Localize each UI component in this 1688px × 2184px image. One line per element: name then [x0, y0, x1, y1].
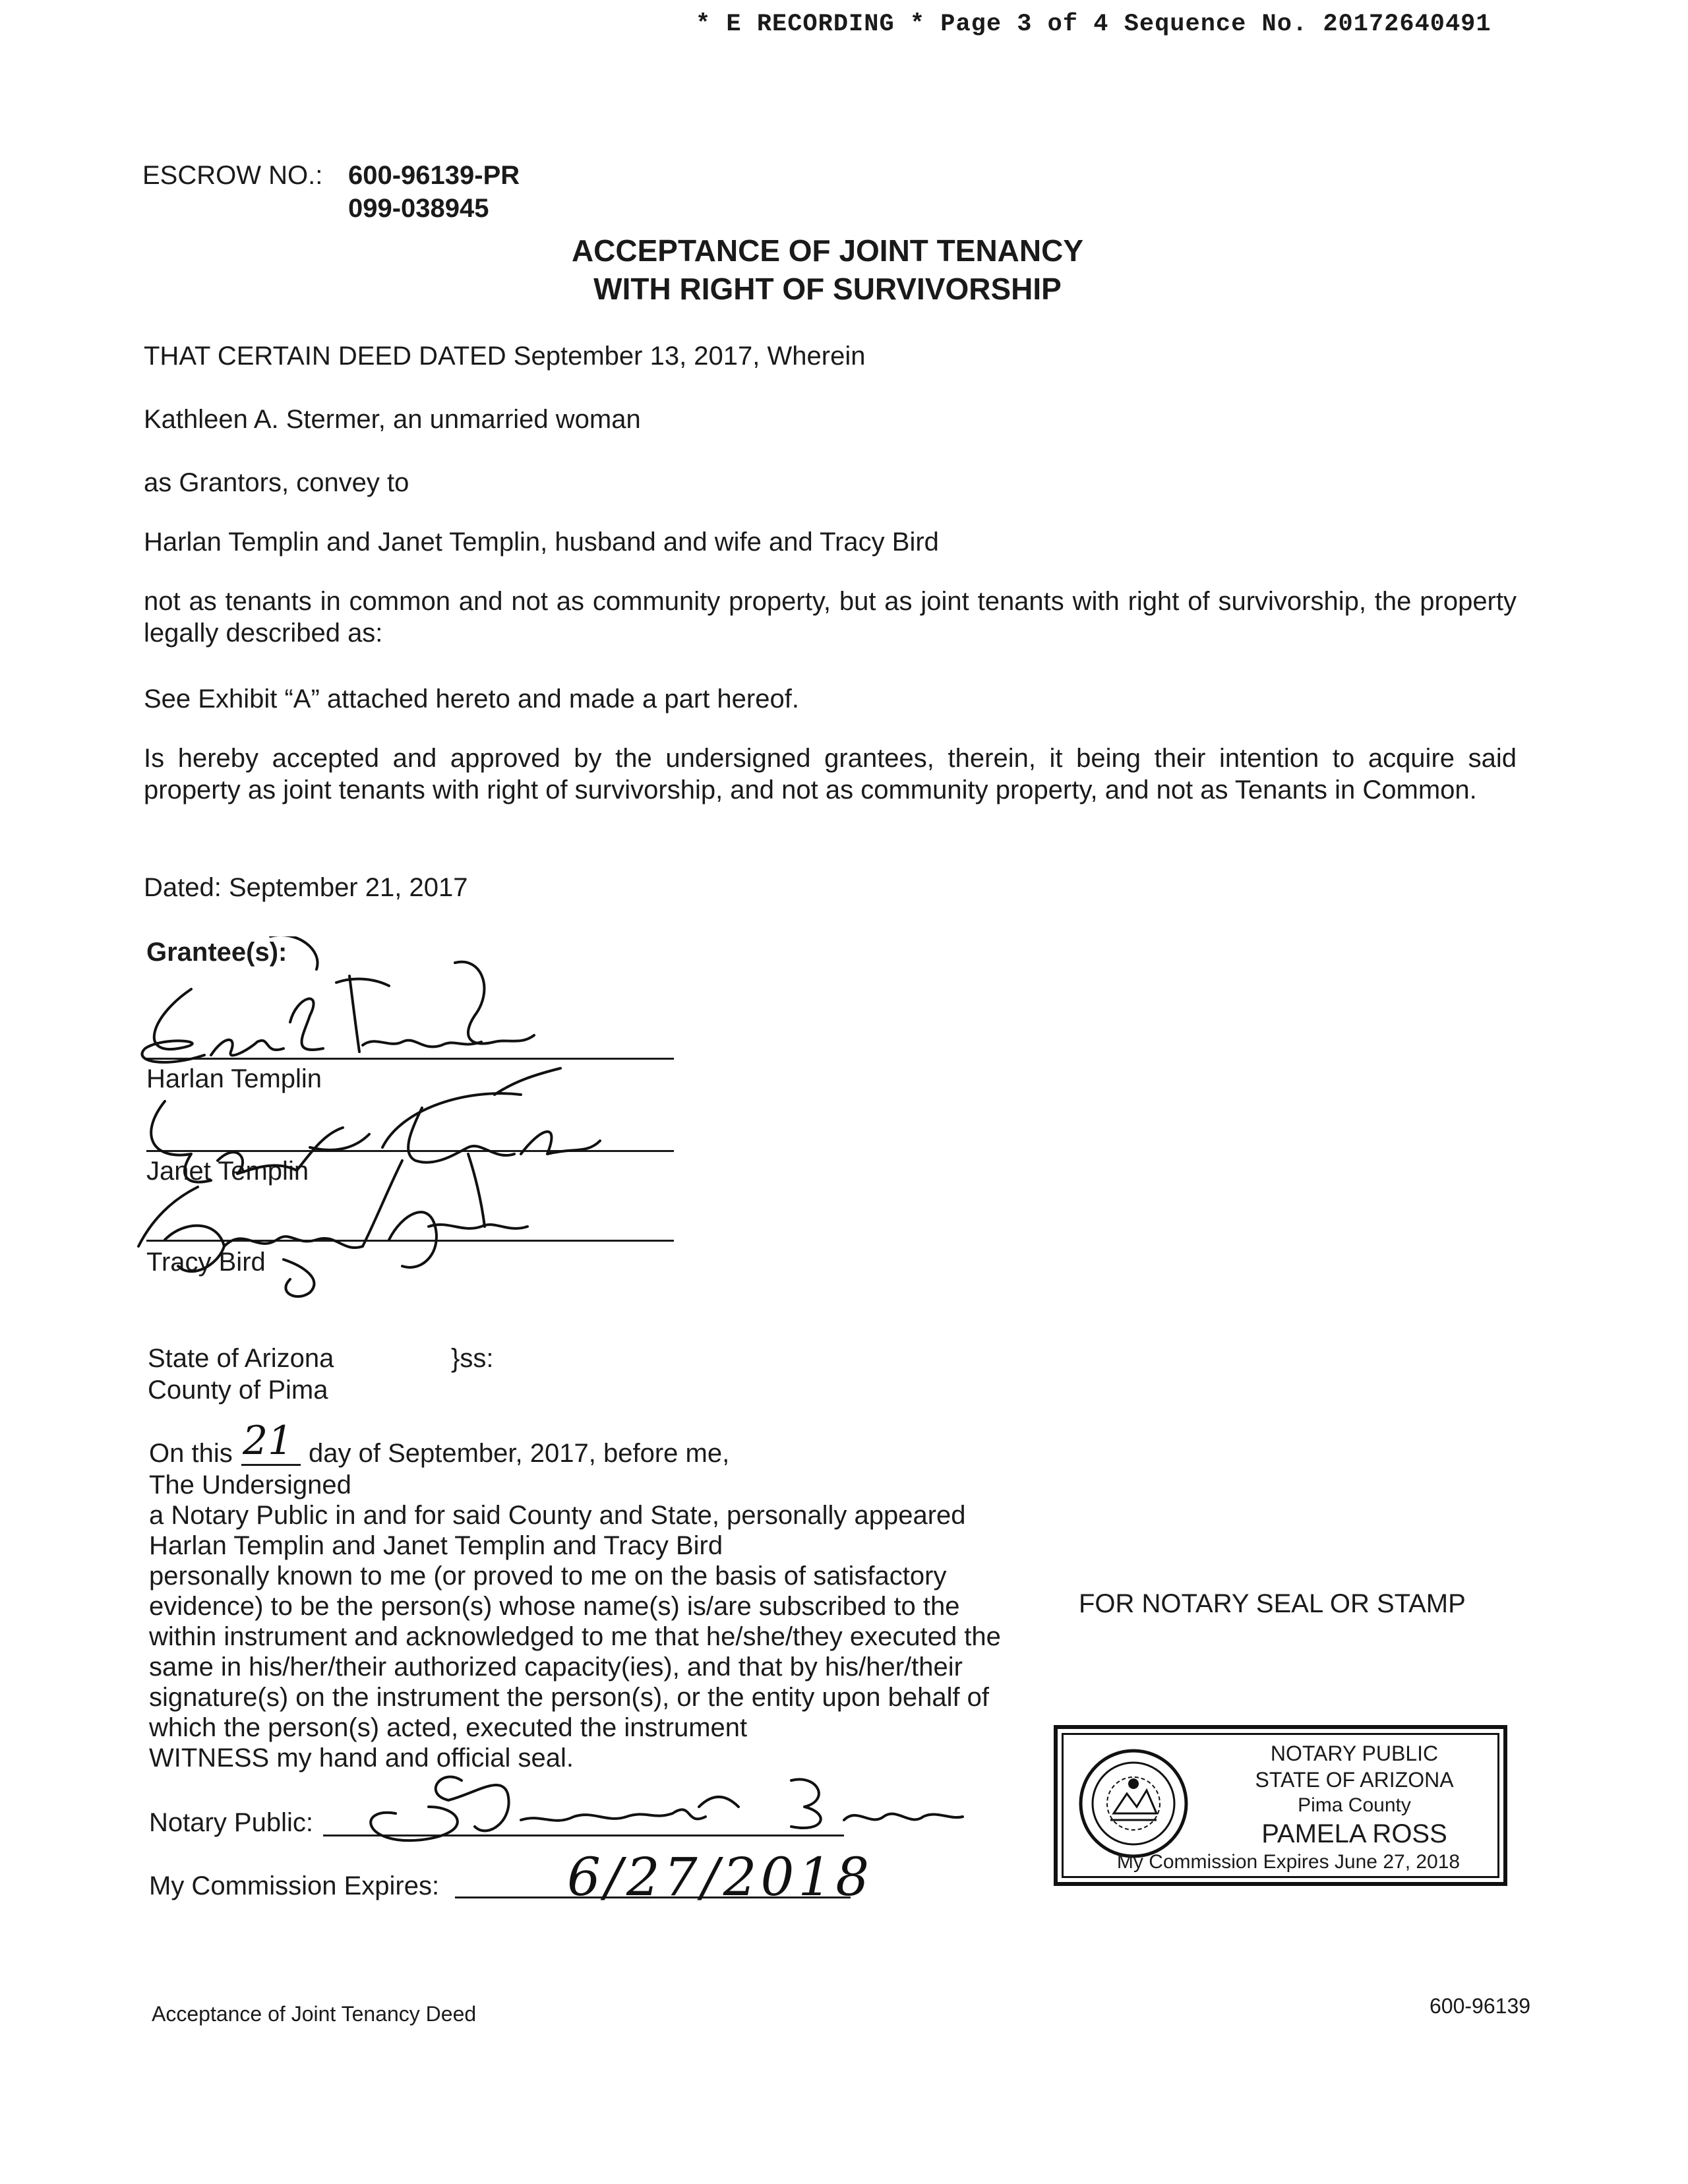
ack-line-3: Harlan Templin and Janet Templin and Tracy Bird	[149, 1531, 723, 1560]
footer-left: Acceptance of Joint Tenancy Deed	[152, 2002, 477, 2026]
ack-line-10: WITNESS my hand and official seal.	[149, 1744, 574, 1773]
day-rest: day of September, 2017, before me,	[309, 1439, 730, 1468]
dated-line: Dated: September 21, 2017	[144, 873, 468, 902]
document-subtitle: WITH RIGHT OF SURVIVORSHIP	[593, 272, 1062, 306]
ack-line-6: within instrument and acknowledged to me that he/she/they executed the	[149, 1622, 1001, 1651]
stamp-line-2: STATE OF ARIZONA	[1255, 1768, 1454, 1792]
tenancy-clause: not as tenants in common and not as community property, but as joint tenants with right of survivorship, the property legally described as:	[144, 587, 1517, 648]
stamp-line-3: Pima County	[1298, 1794, 1411, 1816]
commission-label: My Commission Expires:	[149, 1871, 440, 1900]
escrow-number: 600-96139-PR	[348, 161, 520, 190]
footer-right: 600-96139	[1430, 1994, 1531, 2018]
grantee-signatures-image	[125, 936, 653, 1345]
handwritten-commission-date: 6/27/2018	[567, 1846, 874, 1908]
state-seal-icon	[1077, 1747, 1190, 1860]
exhibit-line: See Exhibit “A” attached hereto and made a part hereof.	[144, 684, 799, 713]
grantees-line: Harlan Templin and Janet Templin, husband and wife and Tracy Bird	[144, 528, 939, 557]
grantor-line: Kathleen A. Stermer, an unmarried woman	[144, 405, 641, 434]
ack-line-1: The Undersigned	[149, 1471, 351, 1500]
ack-line-8: signature(s) on the instrument the person(s), or the entity upon behalf of	[149, 1683, 990, 1712]
day-blank-line	[241, 1464, 301, 1466]
deed-line: THAT CERTAIN DEED DATED September 13, 2017, Wherein	[144, 342, 866, 371]
ack-line-2: a Notary Public in and for said County and State, personally appeared	[149, 1501, 966, 1530]
ack-line-9: which the person(s) acted, executed the instrument	[149, 1713, 748, 1742]
ack-line-7: same in his/her/their authorized capacity(ies), and that by his/her/their	[149, 1653, 963, 1682]
stamp-line-1: NOTARY PUBLIC	[1270, 1742, 1439, 1765]
convey-line: as Grantors, convey to	[144, 468, 409, 497]
signature-line-3	[146, 1240, 674, 1242]
ack-line-5: evidence) to be the person(s) whose name(s) is/are subscribed to the	[149, 1592, 960, 1621]
grantees-heading: Grantee(s):	[146, 938, 287, 967]
county-line: County of Pima	[148, 1376, 328, 1405]
stamp-expires: My Commission Expires June 27, 2018	[1116, 1851, 1461, 1873]
notary-stamp	[1054, 1725, 1507, 1886]
state-line: State of Arizona	[148, 1344, 334, 1373]
signer-name-3: Tracy Bird	[146, 1248, 266, 1277]
ss-mark: }ss:	[451, 1344, 494, 1373]
notary-signature-line	[323, 1835, 844, 1836]
escrow-label: ESCROW NO.:	[142, 161, 323, 190]
on-this-label: On this	[149, 1439, 233, 1468]
signer-name-1: Harlan Templin	[146, 1064, 322, 1093]
ack-line-4: personally known to me (or proved to me on the basis of satisfactory	[149, 1562, 947, 1591]
document-title: ACCEPTANCE OF JOINT TENANCY	[571, 233, 1084, 268]
escrow-number-2: 099-038945	[348, 194, 489, 223]
handwritten-day: 21	[243, 1418, 293, 1464]
signature-line-2	[146, 1150, 674, 1152]
notary-public-label: Notary Public:	[149, 1808, 313, 1837]
acceptance-paragraph: Is hereby accepted and approved by the undersigned grantees, therein, it being their intention to acquire said property as joint tenants with right of survivorship, and not as community property, and not as Tenants in Common.	[144, 744, 1517, 804]
recording-header: * E RECORDING * Page 3 of 4 Sequence No. 20172640491	[696, 11, 1492, 38]
stamp-name: PAMELA ROSS	[1261, 1819, 1447, 1848]
signer-name-2: Janet Templin	[146, 1157, 309, 1186]
seal-area-label: FOR NOTARY SEAL OR STAMP	[1079, 1589, 1466, 1618]
signature-line-1	[146, 1058, 674, 1060]
